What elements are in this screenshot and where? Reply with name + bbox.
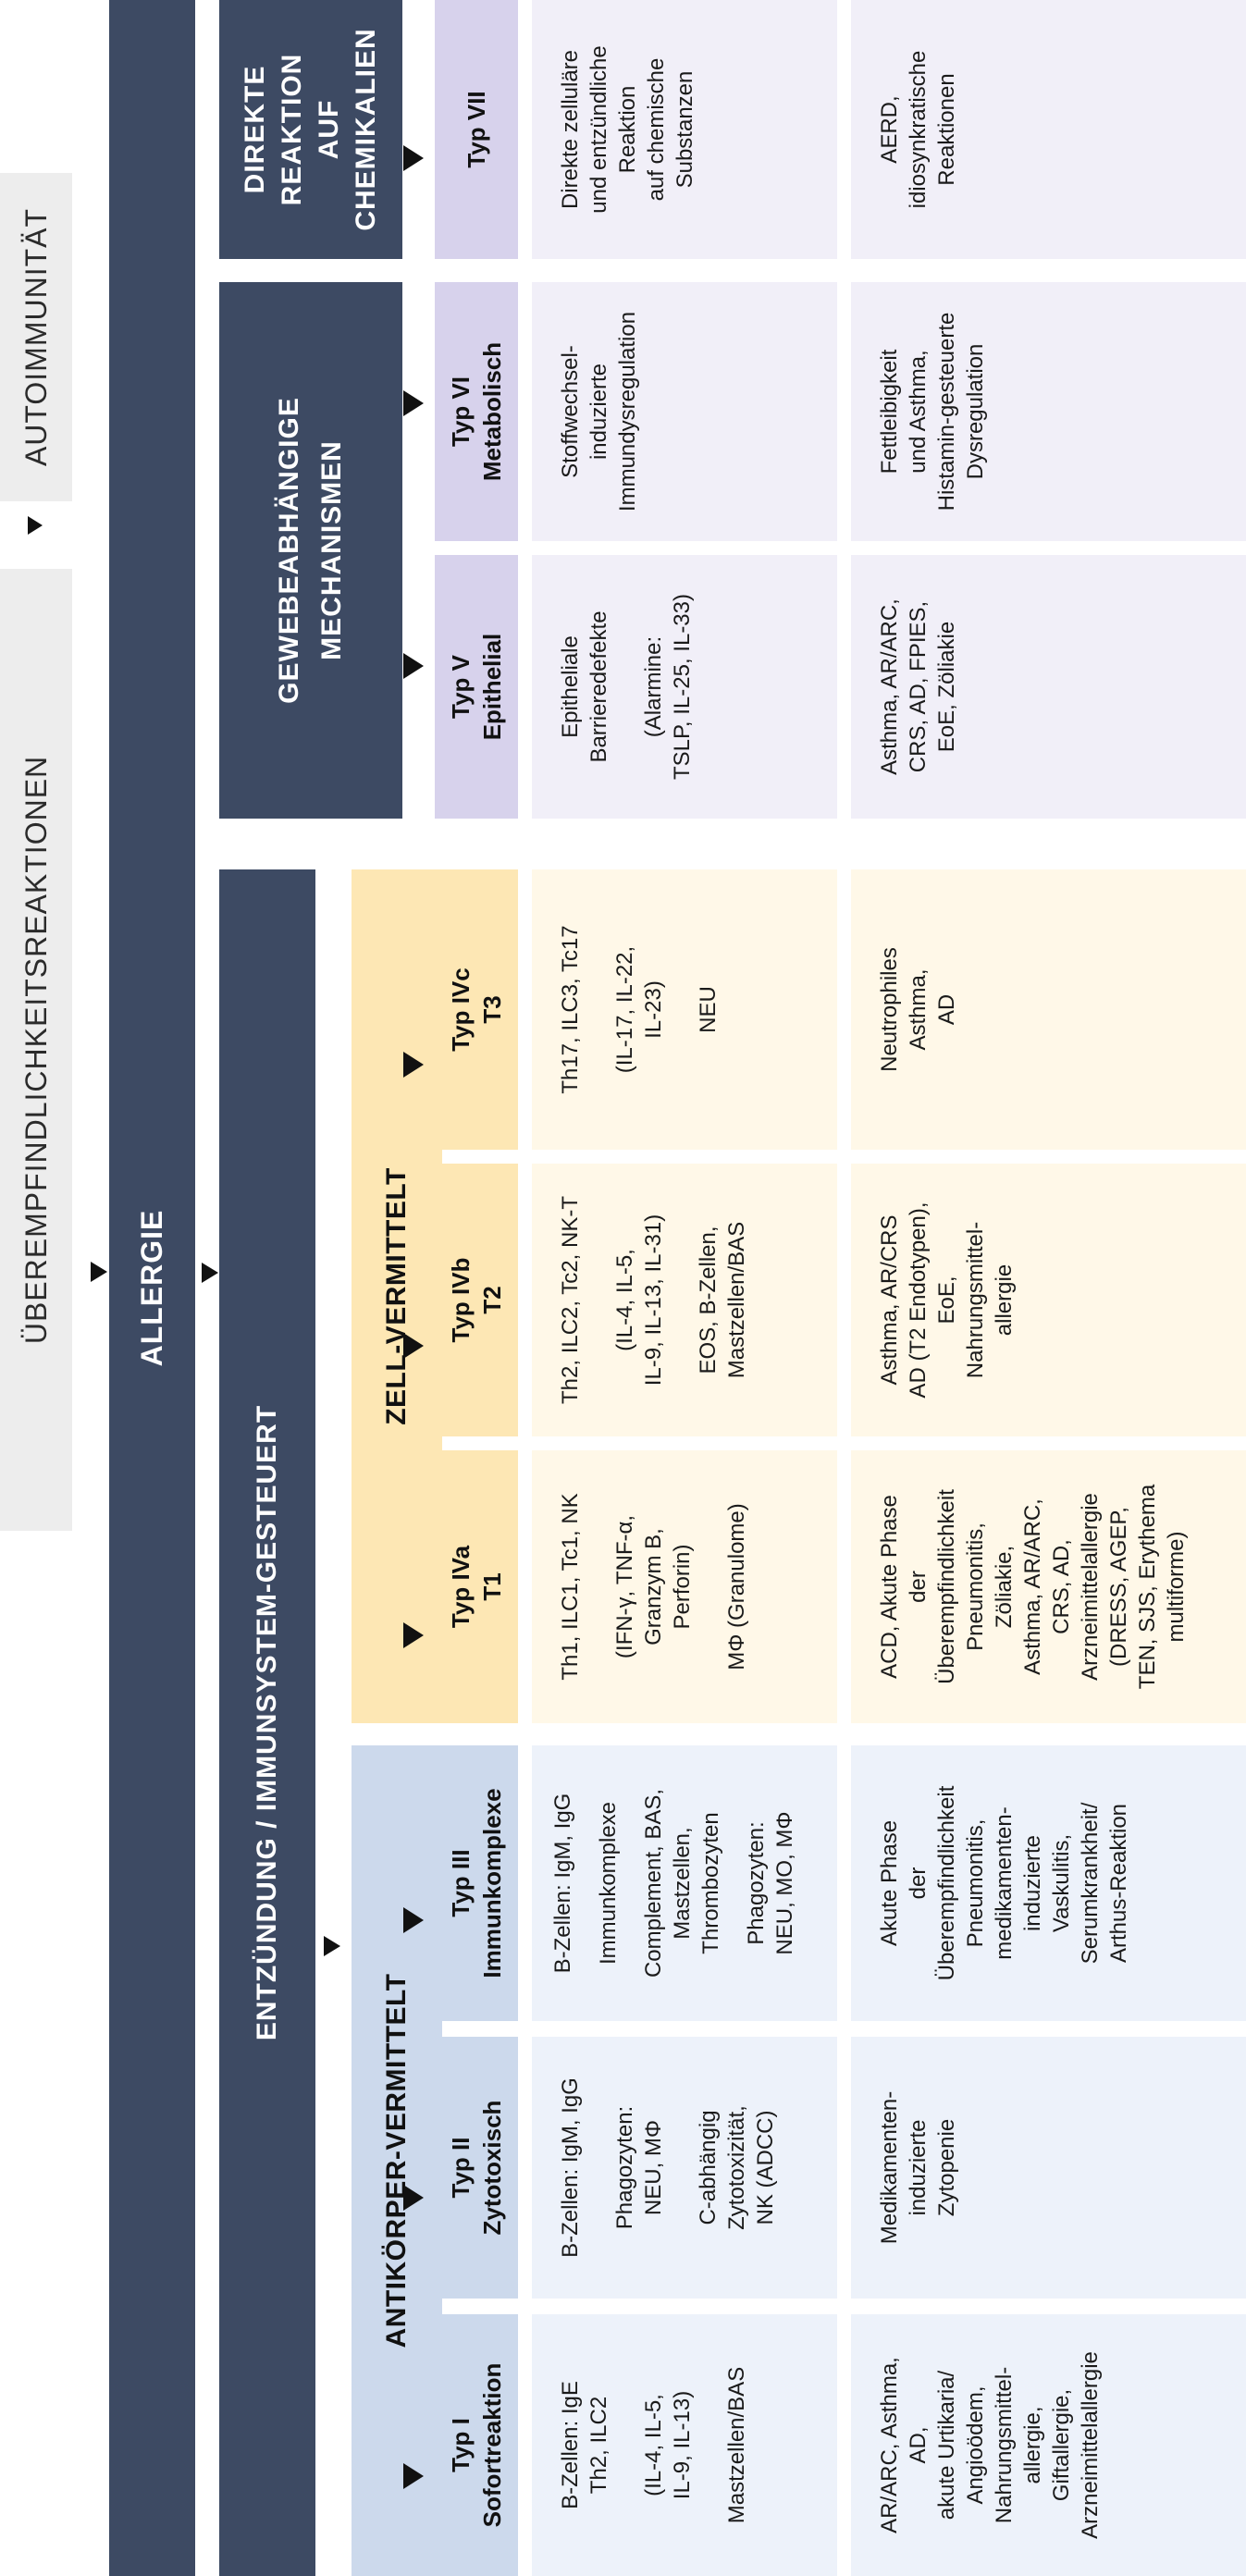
arrow-down-icon [324, 1936, 340, 1956]
disease-cell: ACD, Akute Phase der Überempfindlichkeit Pneumonitis, Zöliakie, Asthma, AR/ARC, CRS, AD, Arzneimittelallergie (DRESS, AGEP, TEN, SJS, Erythema multiforme) [851, 1450, 1246, 1723]
mechanism-cell: B-Zellen: IgE Th2, ILC2 (IL-4, IL-5, IL-9, IL-13) Mastzellen/BAS [532, 2314, 837, 2576]
arrow-down-icon [403, 2185, 424, 2211]
arrow-down-icon [403, 145, 424, 171]
arrow-down-icon [403, 390, 424, 416]
type-header: Typ III Immunkomplexe [435, 1745, 518, 2021]
arrow-down-icon [403, 1052, 424, 1078]
hypersensitivity-box: ÜBEREMPFINDLICHKEITSREAKTIONEN [0, 569, 72, 1531]
type-header: Typ IVa T1 [435, 1450, 518, 1723]
mechanism-cell: Th17, ILC3, Tc17 (IL-17, IL-22, IL-23) NEU [532, 869, 837, 1150]
autoimmunity-box: AUTOIMMUNITÄT [0, 173, 72, 501]
allergy-bar: ALLERGIE [109, 0, 195, 2576]
type-header: Typ IVb T2 [435, 1164, 518, 1436]
arrow-down-icon [403, 1333, 424, 1359]
inflammation-header: ENTZÜNDUNG / IMMUNSYSTEM-GESTEUERT [219, 869, 315, 2576]
disease-cell: Medikamenten- induzierte Zytopenie [851, 2037, 1246, 2299]
disease-cell: Asthma, AR/ARC, CRS, AD, FPIES, EoE, Zöliakie [851, 555, 1246, 819]
type-header: Typ VII [435, 0, 518, 259]
chemical-reaction-header: DIREKTE REAKTION AUF CHEMIKALIEN [219, 0, 402, 259]
arrow-right-icon [28, 516, 43, 535]
type-header: Typ V Epithelial [435, 555, 518, 819]
mechanism-cell: B-Zellen: IgM, IgG Phagozyten: NEU, MΦ C-abhängig Zytotoxizität, NK (ADCC) [532, 2037, 837, 2299]
antibody-mediated-header: ANTIKÖRPER-VERMITTELT [352, 1745, 442, 2576]
type-header: Typ VI Metabolisch [435, 282, 518, 541]
disease-cell: Fettleibigkeit und Asthma, Histamin-gesteuerte Dysregulation [851, 282, 1246, 541]
disease-cell: AR/ARC, Asthma, AD, akute Urtikaria/ Angioödem, Nahrungsmittel- allergie, Giftallergie, Arzneimittelallergie [851, 2314, 1246, 2576]
mechanism-cell: Direkte zelluläre und entzündliche Reaktion auf chemische Substanzen [532, 0, 837, 259]
mechanism-cell: Epitheliale Barrieredefekte (Alarmine: TSLP, IL-25, IL-33) [532, 555, 837, 819]
mechanism-cell: B-Zellen: IgM, IgG Immunkomplexe Complement, BAS, Mastzellen, Thrombozyten Phagozyten: NEU, MO, MΦ [532, 1745, 837, 2021]
arrow-down-icon [403, 653, 424, 679]
arrow-down-icon [403, 1622, 424, 1648]
arrow-down-icon [403, 2463, 424, 2489]
type-header: Typ IVc T3 [435, 869, 518, 1150]
arrow-down-icon [403, 1907, 424, 1933]
cell-mediated-header: ZELL-VERMITTELT [352, 869, 442, 1723]
disease-cell: Akute Phase der Überempfindlichkeit Pneumonitis, medikamenten- induzierte Vaskulitis, Serumkrankheit/ Arthus-Reaktion [851, 1745, 1246, 2021]
mechanism-cell: Th1, ILC1, Tc1, NK (IFN-γ, TNF-α, Granzym B, Perforin) MΦ (Granulome) [532, 1450, 837, 1723]
arrow-down-icon [202, 1263, 218, 1283]
type-header: Typ II Zytotoxisch [435, 2037, 518, 2299]
arrow-down-icon [91, 1262, 107, 1282]
type-header: Typ I Sofortreaktion [435, 2314, 518, 2576]
mechanism-cell: Th2, ILC2, Tc2, NK-T (IL-4, IL-5, IL-9, IL-13, IL-31) EOS, B-Zellen, Mastzellen/BAS [532, 1164, 837, 1436]
disease-cell: Neutrophiles Asthma, AD [851, 869, 1246, 1150]
mechanism-cell: Stoffwechsel- induzierte Immundysregulation [532, 282, 837, 541]
disease-cell: AERD, idiosynkratische Reaktionen [851, 0, 1246, 259]
tissue-mechanisms-header: GEWEBEABHÄNGIGE MECHANISMEN [219, 282, 402, 819]
disease-cell: Asthma, AR/CRS AD (T2 Endotypen), EoE, Nahrungsmittel- allergie [851, 1164, 1246, 1436]
